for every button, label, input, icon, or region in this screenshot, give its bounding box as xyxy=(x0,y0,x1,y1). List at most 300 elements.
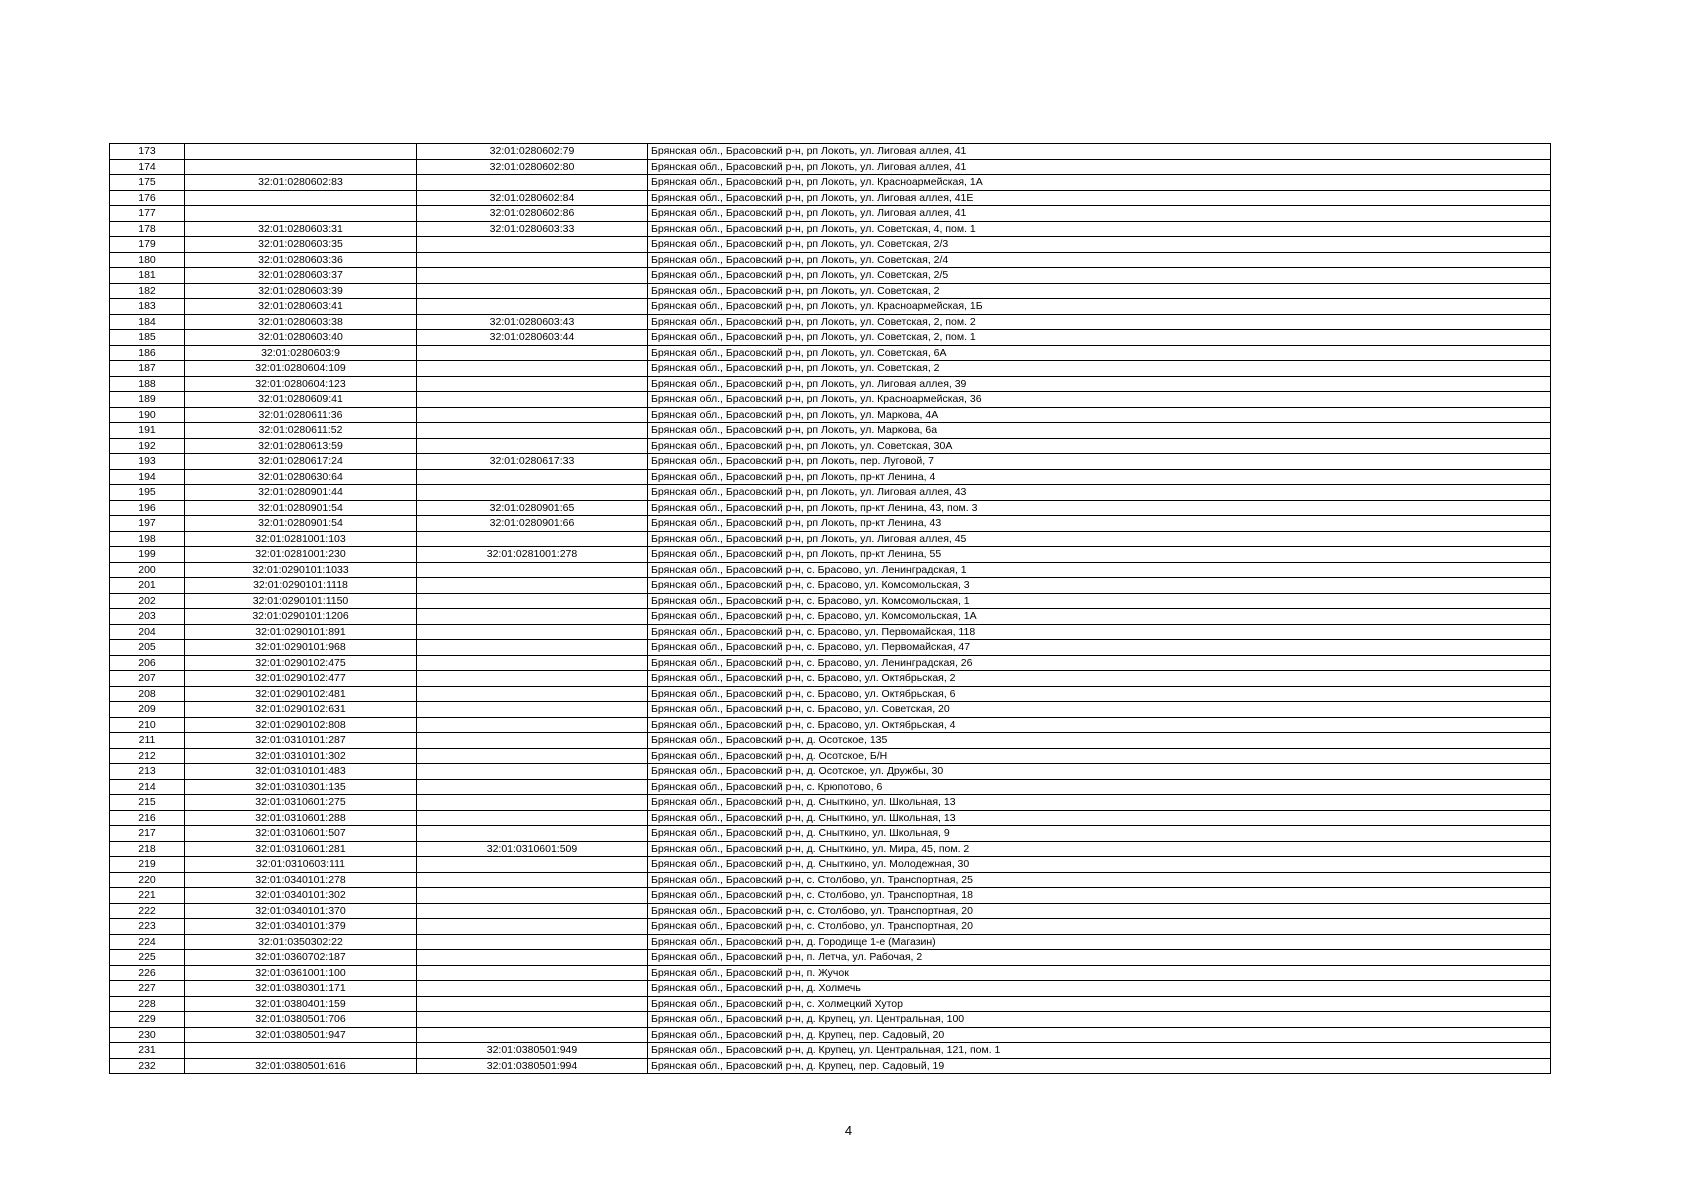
table-row xyxy=(110,1012,1551,1028)
cadastral-number-cell: 32:01:0280901:54 xyxy=(185,516,417,532)
cadastral-number-cell: 32:01:0290101:1118 xyxy=(185,578,417,594)
address-cell: Брянская обл., Брасовский р-н, с. Брасово, ул. Комсомольская, 3 xyxy=(648,578,1551,594)
cadastral-number-cell: 32:01:0310301:135 xyxy=(185,779,417,795)
premises-cadastral-number-cell xyxy=(417,857,648,873)
premises-cadastral-number-cell xyxy=(417,717,648,733)
premises-cadastral-number-cell: 32:01:0380501:949 xyxy=(417,1043,648,1059)
cadastral-number-cell: 32:01:0281001:230 xyxy=(185,547,417,563)
cadastral-number-cell: 32:01:0290101:1206 xyxy=(185,609,417,625)
cadastral-number-cell xyxy=(185,159,417,175)
row-number-cell: 185 xyxy=(110,330,185,346)
row-number-cell: 195 xyxy=(110,485,185,501)
table-row xyxy=(110,640,1551,656)
cadastral-number-cell: 32:01:0280613:59 xyxy=(185,438,417,454)
table-row xyxy=(110,175,1551,191)
cadastral-number-cell: 32:01:0290102:475 xyxy=(185,655,417,671)
table-row xyxy=(110,717,1551,733)
row-number-cell: 188 xyxy=(110,376,185,392)
address-cell: Брянская обл., Брасовский р-н, с. Брасово, ул. Ленинградская, 1 xyxy=(648,562,1551,578)
premises-cadastral-number-cell xyxy=(417,268,648,284)
premises-cadastral-number-cell: 32:01:0280603:43 xyxy=(417,314,648,330)
row-number-cell: 222 xyxy=(110,903,185,919)
table-row xyxy=(110,981,1551,997)
premises-cadastral-number-cell xyxy=(417,376,648,392)
cadastral-number-cell: 32:01:0350302:22 xyxy=(185,934,417,950)
row-number-cell: 214 xyxy=(110,779,185,795)
premises-cadastral-number-cell xyxy=(417,795,648,811)
address-cell: Брянская обл., Брасовский р-н, рп Локоть, ул. Советская, 2, пом. 1 xyxy=(648,330,1551,346)
address-cell: Брянская обл., Брасовский р-н, рп Локоть, ул. Лиговая аллея, 39 xyxy=(648,376,1551,392)
cadastral-number-cell: 32:01:0290102:808 xyxy=(185,717,417,733)
cadastral-number-cell: 32:01:0280611:36 xyxy=(185,407,417,423)
cadastral-number-cell: 32:01:0340101:379 xyxy=(185,919,417,935)
table-row xyxy=(110,934,1551,950)
table-row xyxy=(110,965,1551,981)
row-number-cell: 187 xyxy=(110,361,185,377)
table-row xyxy=(110,872,1551,888)
address-cell: Брянская обл., Брасовский р-н, с. Брасово, ул. Октябрьская, 2 xyxy=(648,671,1551,687)
cadastral-number-cell: 32:01:0290101:891 xyxy=(185,624,417,640)
cadastral-number-cell: 32:01:0310601:507 xyxy=(185,826,417,842)
cadastral-number-cell: 32:01:0280630:64 xyxy=(185,469,417,485)
cadastral-number-cell: 32:01:0290102:631 xyxy=(185,702,417,718)
cadastral-number-cell: 32:01:0380301:171 xyxy=(185,981,417,997)
row-number-cell: 212 xyxy=(110,748,185,764)
premises-cadastral-number-cell xyxy=(417,950,648,966)
cadastral-number-cell: 32:01:0280603:40 xyxy=(185,330,417,346)
cadastral-number-cell: 32:01:0290102:481 xyxy=(185,686,417,702)
row-number-cell: 210 xyxy=(110,717,185,733)
premises-cadastral-number-cell xyxy=(417,981,648,997)
address-cell: Брянская обл., Брасовский р-н, с. Холмецкий Хутор xyxy=(648,996,1551,1012)
row-number-cell: 182 xyxy=(110,283,185,299)
table-row xyxy=(110,407,1551,423)
address-cell: Брянская обл., Брасовский р-н, рп Локоть, ул. Красноармейская, 1А xyxy=(648,175,1551,191)
address-cell: Брянская обл., Брасовский р-н, рп Локоть, ул. Лиговая аллея, 43 xyxy=(648,485,1551,501)
address-cell: Брянская обл., Брасовский р-н, с. Столбово, ул. Транспортная, 25 xyxy=(648,872,1551,888)
cadastral-number-cell: 32:01:0280603:36 xyxy=(185,252,417,268)
address-cell: Брянская обл., Брасовский р-н, п. Летча, ул. Рабочая, 2 xyxy=(648,950,1551,966)
table-row xyxy=(110,686,1551,702)
premises-cadastral-number-cell xyxy=(417,1012,648,1028)
address-cell: Брянская обл., Брасовский р-н, с. Столбово, ул. Транспортная, 20 xyxy=(648,903,1551,919)
table-row xyxy=(110,159,1551,175)
premises-cadastral-number-cell xyxy=(417,872,648,888)
table-row xyxy=(110,810,1551,826)
table-row xyxy=(110,330,1551,346)
table-row xyxy=(110,206,1551,222)
address-cell: Брянская обл., Брасовский р-н, рп Локоть, ул. Советская, 6А xyxy=(648,345,1551,361)
address-cell: Брянская обл., Брасовский р-н, рп Локоть, ул. Советская, 4, пом. 1 xyxy=(648,221,1551,237)
table-row xyxy=(110,547,1551,563)
cadastral-number-cell: 32:01:0280603:31 xyxy=(185,221,417,237)
premises-cadastral-number-cell xyxy=(417,392,648,408)
address-cell: Брянская обл., Брасовский р-н, д. Сныткино, ул. Школьная, 13 xyxy=(648,810,1551,826)
cadastral-number-cell: 32:01:0380401:159 xyxy=(185,996,417,1012)
premises-cadastral-number-cell xyxy=(417,237,648,253)
row-number-cell: 174 xyxy=(110,159,185,175)
cadastral-number-cell: 32:01:0310601:275 xyxy=(185,795,417,811)
table-row xyxy=(110,562,1551,578)
row-number-cell: 223 xyxy=(110,919,185,935)
table-row xyxy=(110,748,1551,764)
row-number-cell: 209 xyxy=(110,702,185,718)
address-cell: Брянская обл., Брасовский р-н, с. Брасово, ул. Первомайская, 118 xyxy=(648,624,1551,640)
registry-table-body xyxy=(110,144,1551,1074)
row-number-cell: 224 xyxy=(110,934,185,950)
premises-cadastral-number-cell xyxy=(417,640,648,656)
row-number-cell: 205 xyxy=(110,640,185,656)
address-cell: Брянская обл., Брасовский р-н, рп Локоть, ул. Маркова, 6а xyxy=(648,423,1551,439)
table-row xyxy=(110,919,1551,935)
row-number-cell: 226 xyxy=(110,965,185,981)
address-cell: Брянская обл., Брасовский р-н, д. Сныткино, ул. Молодежная, 30 xyxy=(648,857,1551,873)
cadastral-number-cell: 32:01:0290102:477 xyxy=(185,671,417,687)
table-row xyxy=(110,733,1551,749)
address-cell: Брянская обл., Брасовский р-н, д. Крупец, ул. Центральная, 100 xyxy=(648,1012,1551,1028)
row-number-cell: 175 xyxy=(110,175,185,191)
cadastral-number-cell: 32:01:0380501:706 xyxy=(185,1012,417,1028)
premises-cadastral-number-cell xyxy=(417,748,648,764)
cadastral-number-cell: 32:01:0281001:103 xyxy=(185,531,417,547)
cadastral-number-cell: 32:01:0310603:111 xyxy=(185,857,417,873)
table-row xyxy=(110,454,1551,470)
row-number-cell: 183 xyxy=(110,299,185,315)
table-row xyxy=(110,624,1551,640)
table-row xyxy=(110,764,1551,780)
cadastral-number-cell: 32:01:0280603:38 xyxy=(185,314,417,330)
row-number-cell: 216 xyxy=(110,810,185,826)
address-cell: Брянская обл., Брасовский р-н, рп Локоть, ул. Лиговая аллея, 41 xyxy=(648,206,1551,222)
row-number-cell: 228 xyxy=(110,996,185,1012)
premises-cadastral-number-cell: 32:01:0380501:994 xyxy=(417,1058,648,1074)
table-row xyxy=(110,1043,1551,1059)
cadastral-number-cell: 32:01:0280604:123 xyxy=(185,376,417,392)
address-cell: Брянская обл., Брасовский р-н, рп Локоть, пер. Луговой, 7 xyxy=(648,454,1551,470)
address-cell: Брянская обл., Брасовский р-н, рп Локоть, ул. Лиговая аллея, 41 xyxy=(648,159,1551,175)
cadastral-number-cell: 32:01:0280603:41 xyxy=(185,299,417,315)
row-number-cell: 229 xyxy=(110,1012,185,1028)
premises-cadastral-number-cell: 32:01:0280602:79 xyxy=(417,144,648,160)
row-number-cell: 179 xyxy=(110,237,185,253)
cadastral-number-cell: 32:01:0280617:24 xyxy=(185,454,417,470)
address-cell: Брянская обл., Брасовский р-н, с. Брасово, ул. Октябрьская, 4 xyxy=(648,717,1551,733)
table-row xyxy=(110,144,1551,160)
premises-cadastral-number-cell xyxy=(417,826,648,842)
row-number-cell: 207 xyxy=(110,671,185,687)
premises-cadastral-number-cell xyxy=(417,485,648,501)
premises-cadastral-number-cell xyxy=(417,531,648,547)
premises-cadastral-number-cell: 32:01:0280617:33 xyxy=(417,454,648,470)
row-number-cell: 225 xyxy=(110,950,185,966)
cadastral-number-cell: 32:01:0340101:302 xyxy=(185,888,417,904)
row-number-cell: 189 xyxy=(110,392,185,408)
table-row xyxy=(110,283,1551,299)
cadastral-number-cell: 32:01:0280603:9 xyxy=(185,345,417,361)
table-row xyxy=(110,950,1551,966)
row-number-cell: 230 xyxy=(110,1027,185,1043)
cadastral-number-cell: 32:01:0280604:109 xyxy=(185,361,417,377)
row-number-cell: 206 xyxy=(110,655,185,671)
premises-cadastral-number-cell xyxy=(417,609,648,625)
premises-cadastral-number-cell: 32:01:0280602:86 xyxy=(417,206,648,222)
cadastral-number-cell xyxy=(185,1043,417,1059)
table-row xyxy=(110,469,1551,485)
premises-cadastral-number-cell: 32:01:0280603:33 xyxy=(417,221,648,237)
premises-cadastral-number-cell xyxy=(417,299,648,315)
table-row xyxy=(110,903,1551,919)
address-cell: Брянская обл., Брасовский р-н, рп Локоть, ул. Советская, 2 xyxy=(648,361,1551,377)
cadastral-number-cell: 32:01:0310101:287 xyxy=(185,733,417,749)
premises-cadastral-number-cell xyxy=(417,593,648,609)
premises-cadastral-number-cell xyxy=(417,423,648,439)
address-cell: Брянская обл., Брасовский р-н, с. Брасово, ул. Комсомольская, 1 xyxy=(648,593,1551,609)
row-number-cell: 184 xyxy=(110,314,185,330)
table-row xyxy=(110,252,1551,268)
cadastral-number-cell: 32:01:0280901:44 xyxy=(185,485,417,501)
page-number: 4 xyxy=(844,1123,853,1138)
cadastral-number-cell: 32:01:0340101:278 xyxy=(185,872,417,888)
table-row xyxy=(110,841,1551,857)
address-cell: Брянская обл., Брасовский р-н, д. Крупец, пер. Садовый, 19 xyxy=(648,1058,1551,1074)
cadastral-number-cell: 32:01:0290101:1150 xyxy=(185,593,417,609)
premises-cadastral-number-cell xyxy=(417,733,648,749)
row-number-cell: 192 xyxy=(110,438,185,454)
row-number-cell: 213 xyxy=(110,764,185,780)
premises-cadastral-number-cell: 32:01:0310601:509 xyxy=(417,841,648,857)
row-number-cell: 180 xyxy=(110,252,185,268)
premises-cadastral-number-cell: 32:01:0281001:278 xyxy=(417,547,648,563)
table-row xyxy=(110,485,1551,501)
table-row xyxy=(110,1058,1551,1074)
table-row xyxy=(110,578,1551,594)
address-cell: Брянская обл., Брасовский р-н, д. Крупец, пер. Садовый, 20 xyxy=(648,1027,1551,1043)
row-number-cell: 198 xyxy=(110,531,185,547)
address-cell: Брянская обл., Брасовский р-н, д. Сныткино, ул. Школьная, 13 xyxy=(648,795,1551,811)
cadastral-number-cell xyxy=(185,190,417,206)
premises-cadastral-number-cell xyxy=(417,996,648,1012)
address-cell: Брянская обл., Брасовский р-н, д. Сныткино, ул. Мира, 45, пом. 2 xyxy=(648,841,1551,857)
address-cell: Брянская обл., Брасовский р-н, рп Локоть, пр-кт Ленина, 4 xyxy=(648,469,1551,485)
table-row xyxy=(110,299,1551,315)
row-number-cell: 220 xyxy=(110,872,185,888)
address-cell: Брянская обл., Брасовский р-н, рп Локоть, ул. Красноармейская, 36 xyxy=(648,392,1551,408)
row-number-cell: 197 xyxy=(110,516,185,532)
address-cell: Брянская обл., Брасовский р-н, д. Холмечь xyxy=(648,981,1551,997)
table-row xyxy=(110,516,1551,532)
premises-cadastral-number-cell xyxy=(417,810,648,826)
address-cell: Брянская обл., Брасовский р-н, рп Локоть, ул. Красноармейская, 1Б xyxy=(648,299,1551,315)
table-row xyxy=(110,268,1551,284)
premises-cadastral-number-cell xyxy=(417,283,648,299)
address-cell: Брянская обл., Брасовский р-н, с. Брасово, ул. Комсомольская, 1А xyxy=(648,609,1551,625)
address-cell: Брянская обл., Брасовский р-н, рп Локоть, ул. Советская, 2/3 xyxy=(648,237,1551,253)
address-cell: Брянская обл., Брасовский р-н, рп Локоть, ул. Советская, 2 xyxy=(648,283,1551,299)
row-number-cell: 203 xyxy=(110,609,185,625)
row-number-cell: 215 xyxy=(110,795,185,811)
row-number-cell: 201 xyxy=(110,578,185,594)
address-cell: Брянская обл., Брасовский р-н, рп Локоть, ул. Советская, 2, пом. 2 xyxy=(648,314,1551,330)
premises-cadastral-number-cell: 32:01:0280603:44 xyxy=(417,330,648,346)
cadastral-number-cell: 32:01:0340101:370 xyxy=(185,903,417,919)
address-cell: Брянская обл., Брасовский р-н, с. Брасово, ул. Ленинградская, 26 xyxy=(648,655,1551,671)
cadastral-number-cell: 32:01:0280602:83 xyxy=(185,175,417,191)
table-row xyxy=(110,361,1551,377)
address-cell: Брянская обл., Брасовский р-н, рп Локоть, пр-кт Ленина, 43 xyxy=(648,516,1551,532)
row-number-cell: 231 xyxy=(110,1043,185,1059)
cadastral-number-cell: 32:01:0290101:1033 xyxy=(185,562,417,578)
address-cell: Брянская обл., Брасовский р-н, рп Локоть, ул. Лиговая аллея, 41Е xyxy=(648,190,1551,206)
address-cell: Брянская обл., Брасовский р-н, с. Брасово, ул. Октябрьская, 6 xyxy=(648,686,1551,702)
premises-cadastral-number-cell xyxy=(417,764,648,780)
cadastral-number-cell: 32:01:0380501:616 xyxy=(185,1058,417,1074)
address-cell: Брянская обл., Брасовский р-н, рп Локоть, пр-кт Ленина, 55 xyxy=(648,547,1551,563)
row-number-cell: 191 xyxy=(110,423,185,439)
premises-cadastral-number-cell xyxy=(417,702,648,718)
table-row xyxy=(110,996,1551,1012)
address-cell: Брянская обл., Брасовский р-н, с. Брасово, ул. Советская, 20 xyxy=(648,702,1551,718)
cadastral-number-cell: 32:01:0361001:100 xyxy=(185,965,417,981)
table-row xyxy=(110,438,1551,454)
premises-cadastral-number-cell xyxy=(417,361,648,377)
row-number-cell: 232 xyxy=(110,1058,185,1074)
premises-cadastral-number-cell xyxy=(417,655,648,671)
premises-cadastral-number-cell xyxy=(417,252,648,268)
address-cell: Брянская обл., Брасовский р-н, рп Локоть, ул. Маркова, 4А xyxy=(648,407,1551,423)
premises-cadastral-number-cell xyxy=(417,919,648,935)
premises-cadastral-number-cell xyxy=(417,438,648,454)
row-number-cell: 219 xyxy=(110,857,185,873)
address-cell: Брянская обл., Брасовский р-н, с. Брасово, ул. Первомайская, 47 xyxy=(648,640,1551,656)
cadastral-number-cell: 32:01:0380501:947 xyxy=(185,1027,417,1043)
cadastral-number-cell: 32:01:0310601:288 xyxy=(185,810,417,826)
premises-cadastral-number-cell xyxy=(417,562,648,578)
table-row xyxy=(110,345,1551,361)
table-row xyxy=(110,609,1551,625)
premises-cadastral-number-cell xyxy=(417,407,648,423)
table-row xyxy=(110,593,1551,609)
cadastral-number-cell: 32:01:0280603:39 xyxy=(185,283,417,299)
address-cell: Брянская обл., Брасовский р-н, д. Осотское, Б/Н xyxy=(648,748,1551,764)
row-number-cell: 194 xyxy=(110,469,185,485)
row-number-cell: 199 xyxy=(110,547,185,563)
row-number-cell: 193 xyxy=(110,454,185,470)
premises-cadastral-number-cell xyxy=(417,1027,648,1043)
registry-table xyxy=(109,143,1551,1074)
table-row xyxy=(110,795,1551,811)
cadastral-number-cell: 32:01:0280901:54 xyxy=(185,500,417,516)
cadastral-number-cell: 32:01:0280611:52 xyxy=(185,423,417,439)
table-row xyxy=(110,779,1551,795)
premises-cadastral-number-cell xyxy=(417,345,648,361)
table-row xyxy=(110,888,1551,904)
premises-cadastral-number-cell xyxy=(417,965,648,981)
row-number-cell: 196 xyxy=(110,500,185,516)
row-number-cell: 177 xyxy=(110,206,185,222)
table-row xyxy=(110,826,1551,842)
cadastral-number-cell: 32:01:0280603:37 xyxy=(185,268,417,284)
premises-cadastral-number-cell: 32:01:0280901:66 xyxy=(417,516,648,532)
row-number-cell: 221 xyxy=(110,888,185,904)
table-row xyxy=(110,702,1551,718)
table-row xyxy=(110,392,1551,408)
table-row xyxy=(110,671,1551,687)
row-number-cell: 181 xyxy=(110,268,185,284)
table-row xyxy=(110,237,1551,253)
row-number-cell: 178 xyxy=(110,221,185,237)
table-row xyxy=(110,655,1551,671)
premises-cadastral-number-cell xyxy=(417,934,648,950)
cadastral-number-cell xyxy=(185,144,417,160)
cadastral-number-cell: 32:01:0360702:187 xyxy=(185,950,417,966)
row-number-cell: 208 xyxy=(110,686,185,702)
cadastral-number-cell: 32:01:0280609:41 xyxy=(185,392,417,408)
table-row xyxy=(110,314,1551,330)
row-number-cell: 173 xyxy=(110,144,185,160)
table-row xyxy=(110,857,1551,873)
address-cell: Брянская обл., Брасовский р-н, д. Осотское, ул. Дружбы, 30 xyxy=(648,764,1551,780)
cadastral-number-cell xyxy=(185,206,417,222)
address-cell: Брянская обл., Брасовский р-н, д. Крупец, ул. Центральная, 121, пом. 1 xyxy=(648,1043,1551,1059)
row-number-cell: 190 xyxy=(110,407,185,423)
premises-cadastral-number-cell: 32:01:0280602:80 xyxy=(417,159,648,175)
cadastral-number-cell: 32:01:0290101:968 xyxy=(185,640,417,656)
cadastral-number-cell: 32:01:0310601:281 xyxy=(185,841,417,857)
row-number-cell: 227 xyxy=(110,981,185,997)
premises-cadastral-number-cell xyxy=(417,578,648,594)
table-row xyxy=(110,190,1551,206)
premises-cadastral-number-cell xyxy=(417,624,648,640)
address-cell: Брянская обл., Брасовский р-н, с. Столбово, ул. Транспортная, 20 xyxy=(648,919,1551,935)
table-row xyxy=(110,1027,1551,1043)
row-number-cell: 218 xyxy=(110,841,185,857)
premises-cadastral-number-cell xyxy=(417,469,648,485)
address-cell: Брянская обл., Брасовский р-н, рп Локоть, ул. Лиговая аллея, 41 xyxy=(648,144,1551,160)
table-row xyxy=(110,500,1551,516)
address-cell: Брянская обл., Брасовский р-н, рп Локоть, ул. Лиговая аллея, 45 xyxy=(648,531,1551,547)
cadastral-number-cell: 32:01:0310101:302 xyxy=(185,748,417,764)
premises-cadastral-number-cell xyxy=(417,686,648,702)
address-cell: Брянская обл., Брасовский р-н, д. Городище 1-е (Магазин) xyxy=(648,934,1551,950)
row-number-cell: 200 xyxy=(110,562,185,578)
premises-cadastral-number-cell xyxy=(417,903,648,919)
table-row xyxy=(110,376,1551,392)
address-cell: Брянская обл., Брасовский р-н, рп Локоть, ул. Советская, 2/4 xyxy=(648,252,1551,268)
premises-cadastral-number-cell xyxy=(417,888,648,904)
premises-cadastral-number-cell xyxy=(417,779,648,795)
address-cell: Брянская обл., Брасовский р-н, с. Крюпотово, 6 xyxy=(648,779,1551,795)
address-cell: Брянская обл., Брасовский р-н, п. Жучок xyxy=(648,965,1551,981)
address-cell: Брянская обл., Брасовский р-н, с. Столбово, ул. Транспортная, 18 xyxy=(648,888,1551,904)
premises-cadastral-number-cell: 32:01:0280901:65 xyxy=(417,500,648,516)
premises-cadastral-number-cell xyxy=(417,175,648,191)
address-cell: Брянская обл., Брасовский р-н, рп Локоть, ул. Советская, 30А xyxy=(648,438,1551,454)
address-cell: Брянская обл., Брасовский р-н, рп Локоть, ул. Советская, 2/5 xyxy=(648,268,1551,284)
row-number-cell: 211 xyxy=(110,733,185,749)
row-number-cell: 186 xyxy=(110,345,185,361)
row-number-cell: 217 xyxy=(110,826,185,842)
address-cell: Брянская обл., Брасовский р-н, рп Локоть, пр-кт Ленина, 43, пом. 3 xyxy=(648,500,1551,516)
address-cell: Брянская обл., Брасовский р-н, д. Сныткино, ул. Школьная, 9 xyxy=(648,826,1551,842)
cadastral-number-cell: 32:01:0310101:483 xyxy=(185,764,417,780)
cadastral-number-cell: 32:01:0280603:35 xyxy=(185,237,417,253)
premises-cadastral-number-cell xyxy=(417,671,648,687)
row-number-cell: 176 xyxy=(110,190,185,206)
table-row xyxy=(110,531,1551,547)
table-row xyxy=(110,423,1551,439)
premises-cadastral-number-cell: 32:01:0280602:84 xyxy=(417,190,648,206)
row-number-cell: 204 xyxy=(110,624,185,640)
